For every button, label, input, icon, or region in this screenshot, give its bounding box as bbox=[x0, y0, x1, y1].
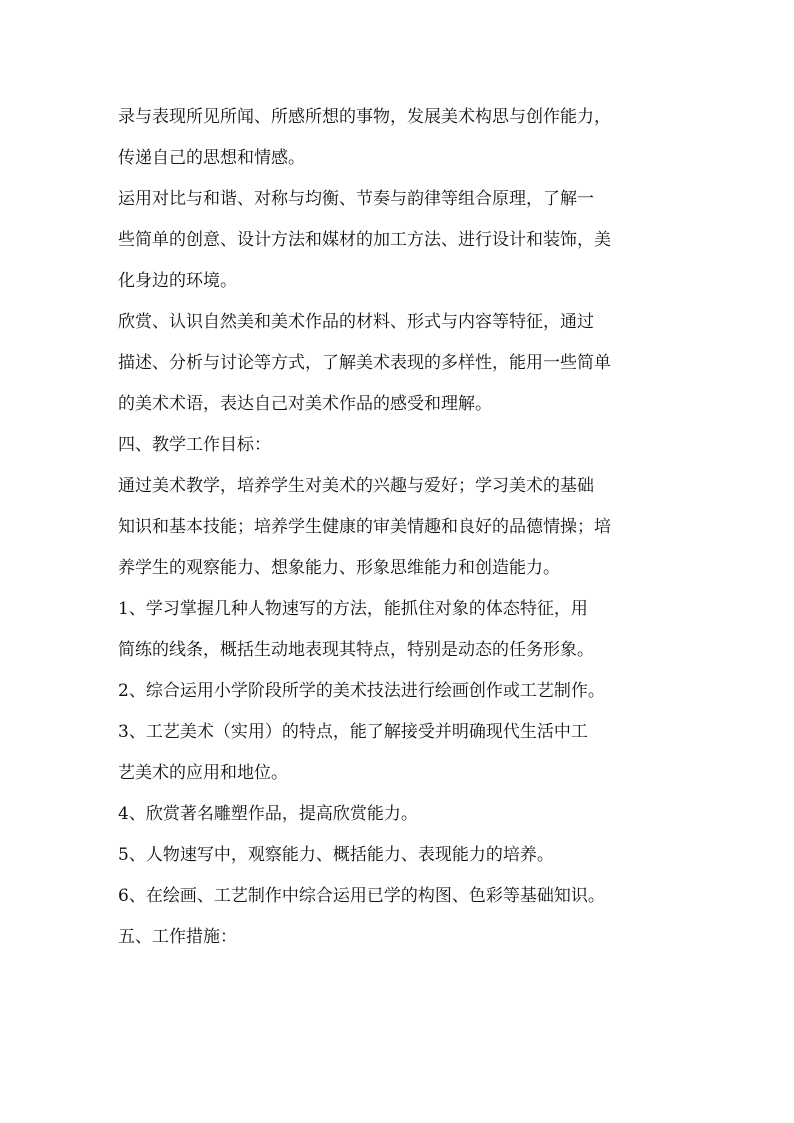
paragraph-line: 欣赏、认识自然美和美术作品的材料、形式与内容等特征，通过 bbox=[118, 312, 594, 332]
section-heading-teaching-goals bbox=[118, 425, 678, 466]
list-item-5 bbox=[118, 835, 678, 876]
list-item-line: 简练的线条，概括生动地表现其特点，特别是动态的任务形象。 bbox=[118, 640, 594, 660]
list-item-6 bbox=[118, 876, 678, 917]
list-item-line: 4、欣赏著名雕塑作品，提高欣赏能力。 bbox=[118, 804, 418, 824]
list-item-line: 艺美术的应用和地位。 bbox=[118, 763, 288, 783]
paragraph-appreciation bbox=[118, 302, 678, 425]
list-item-line: 6、在绘画、工艺制作中综合运用已学的构图、色彩等基础知识。 bbox=[118, 886, 605, 906]
section-heading-work-measures bbox=[118, 917, 678, 958]
list-item-line: 1、学习掌握几种人物速写的方法，能抓住对象的体态特征，用 bbox=[118, 599, 588, 619]
paragraph-line: 传递自己的思想和情感。 bbox=[118, 148, 305, 168]
paragraph-line: 运用对比与和谐、对称与均衡、节奏与韵律等组合原理，了解一 bbox=[118, 189, 594, 209]
section-heading: 四、教学工作目标： bbox=[118, 435, 271, 455]
list-item-2 bbox=[118, 671, 678, 712]
paragraph-line: 的美术术语，表达自己对美术作品的感受和理解。 bbox=[118, 394, 492, 414]
paragraph-line: 化身边的环境。 bbox=[118, 271, 237, 291]
list-item-line: 2、综合运用小学阶段所学的美术技法进行绘画创作或工艺制作。 bbox=[118, 681, 605, 701]
paragraph-continued bbox=[118, 97, 678, 179]
paragraph-design bbox=[118, 179, 678, 302]
paragraph-line: 养学生的观察能力、想象能力、形象思维能力和创造能力。 bbox=[118, 558, 560, 578]
list-item-4 bbox=[118, 794, 678, 835]
paragraph-line: 录与表现所见所闻、所感所想的事物，发展美术构思与创作能力， bbox=[118, 107, 611, 127]
list-item-3 bbox=[118, 712, 678, 794]
paragraph-line: 些简单的创意、设计方法和媒材的加工方法、进行设计和装饰，美 bbox=[118, 230, 611, 250]
list-item-line: 5、人物速写中，观察能力、概括能力、表现能力的培养。 bbox=[118, 845, 554, 865]
section-heading: 五、工作措施： bbox=[118, 927, 237, 947]
paragraph-goals bbox=[118, 466, 678, 589]
document-body bbox=[118, 97, 678, 958]
list-item-line: 3、工艺美术（实用）的特点，能了解接受并明确现代生活中工 bbox=[118, 722, 588, 742]
paragraph-line: 通过美术教学，培养学生对美术的兴趣与爱好；学习美术的基础 bbox=[118, 476, 594, 496]
paragraph-line: 知识和基本技能；培养学生健康的审美情趣和良好的品德情操；培 bbox=[118, 517, 611, 537]
list-item-1 bbox=[118, 589, 678, 671]
paragraph-line: 描述、分析与讨论等方式，了解美术表现的多样性，能用一些简单 bbox=[118, 353, 611, 373]
